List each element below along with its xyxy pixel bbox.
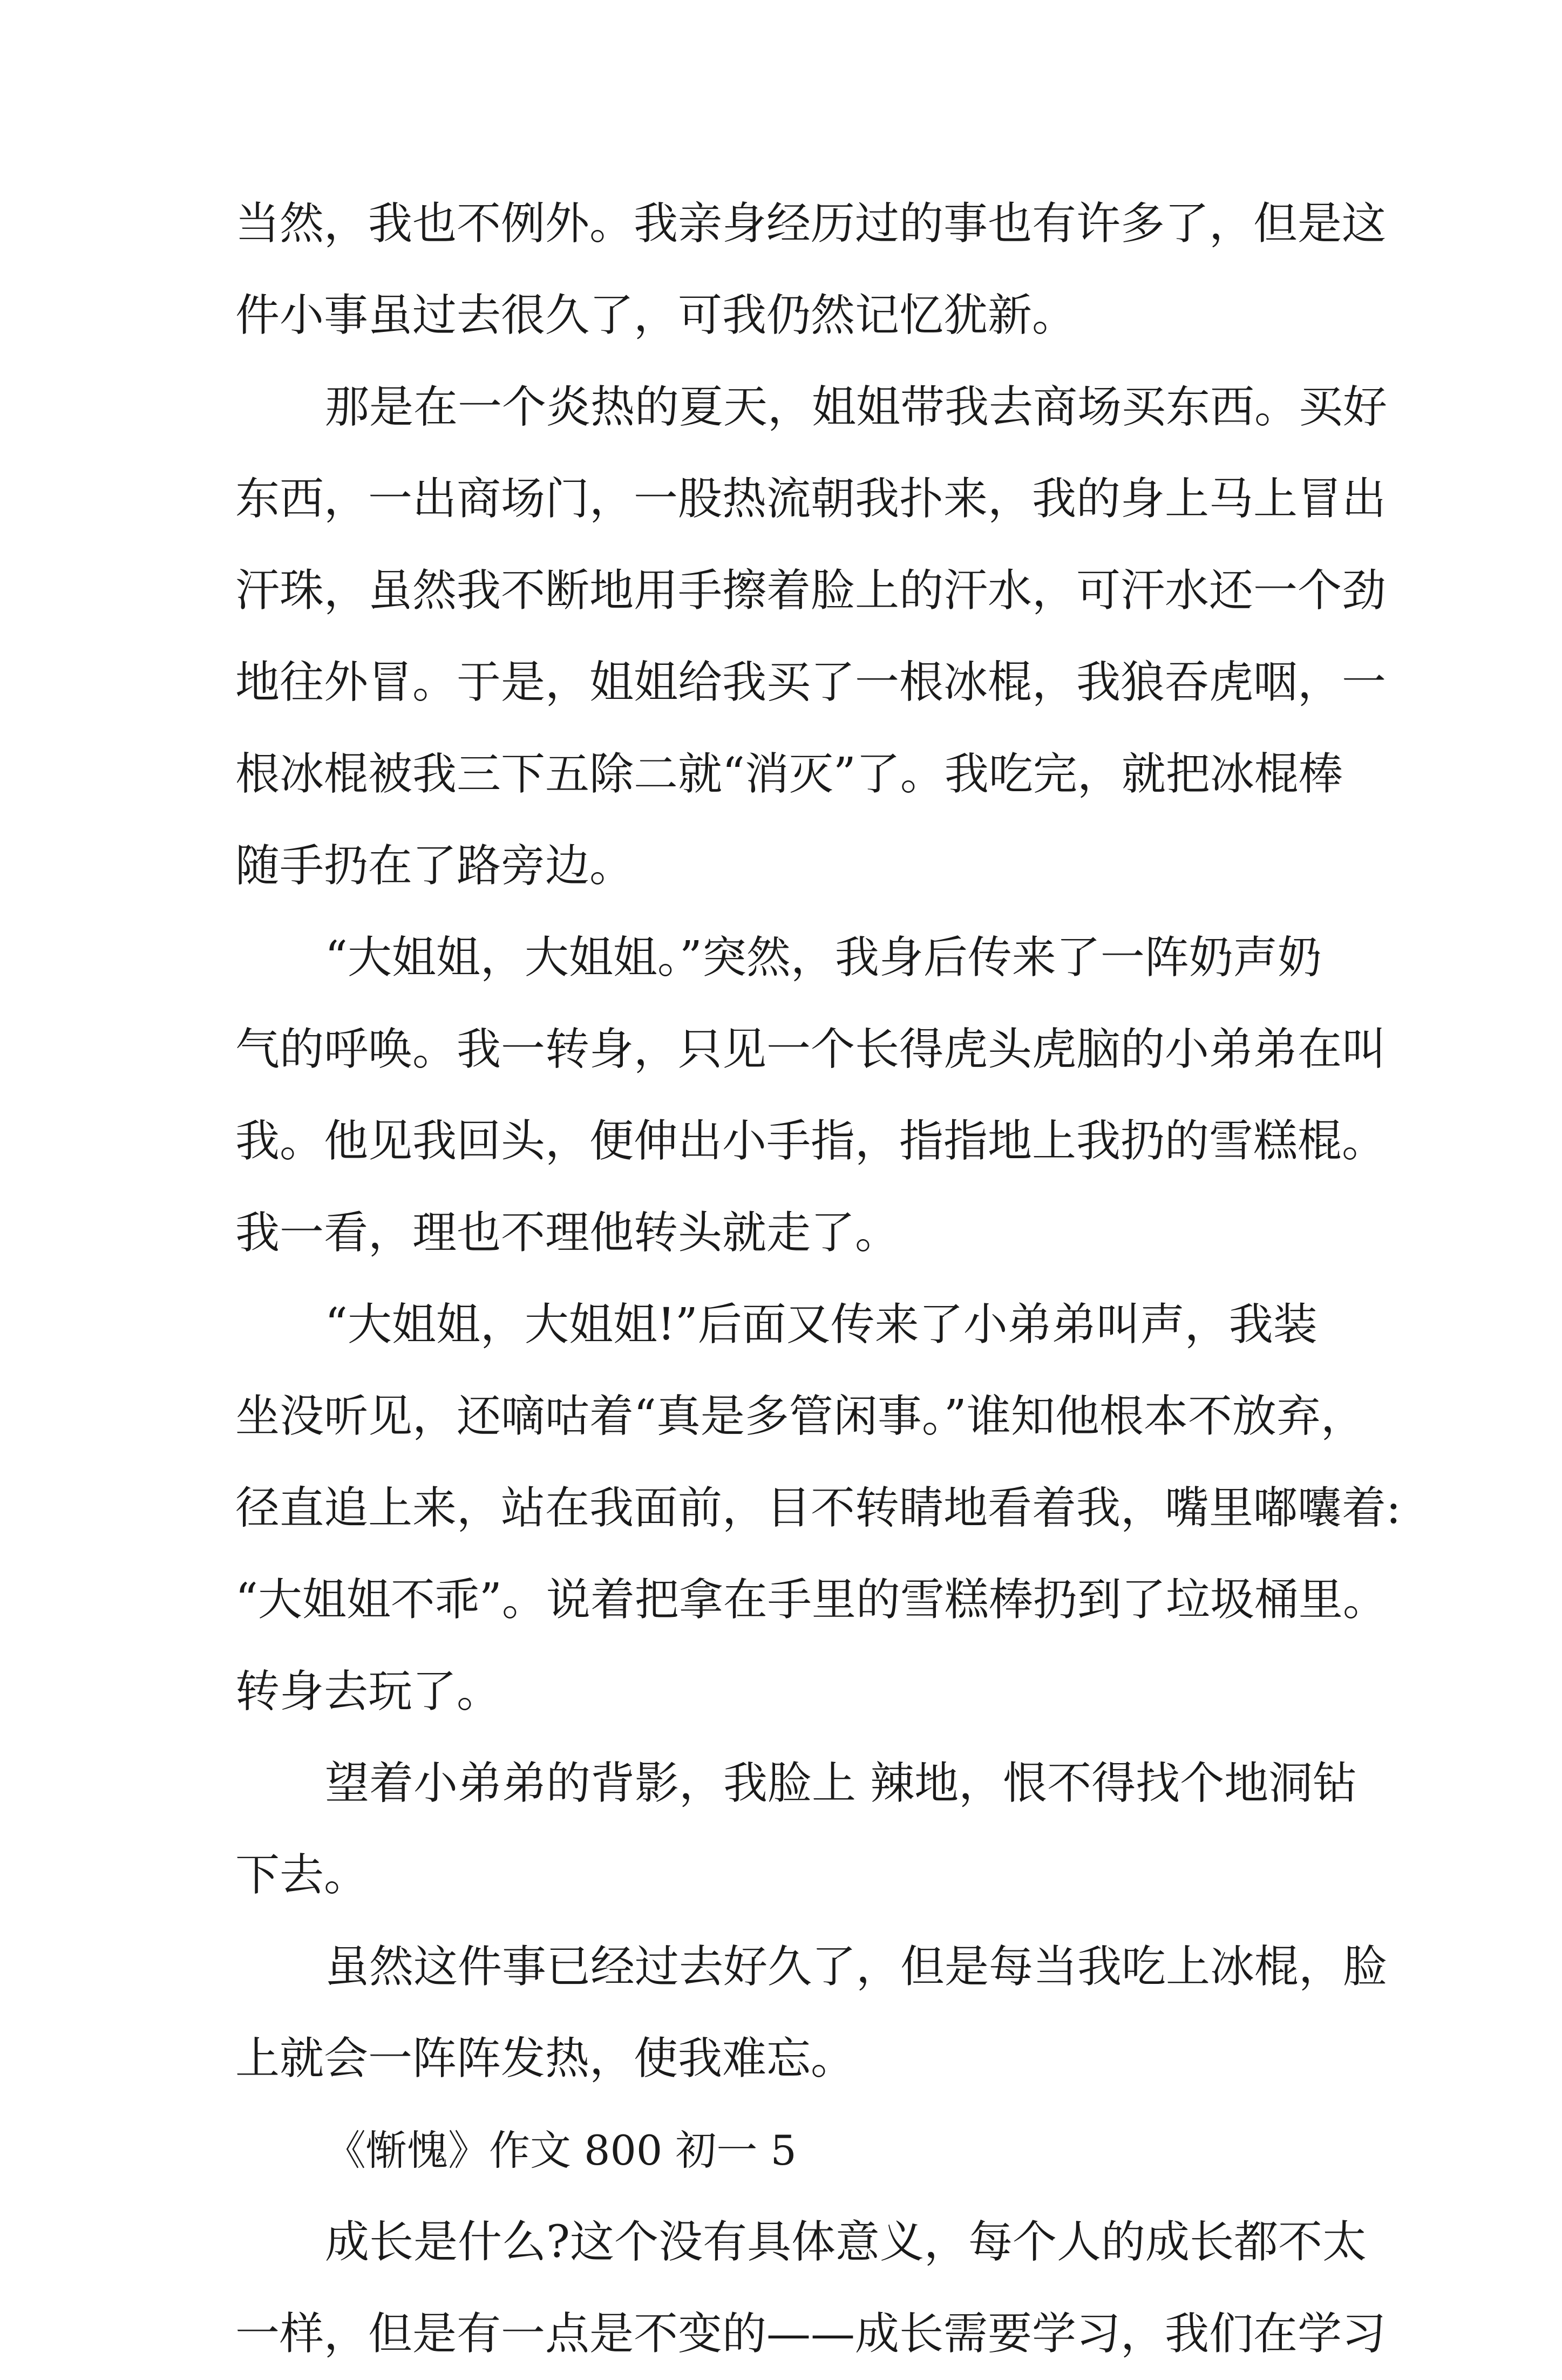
text-line: 下去。 bbox=[235, 1849, 369, 1901]
text-line: 我一看，理也不理他转头就走了。 bbox=[235, 1207, 900, 1259]
text-line: 件小事虽过去很久了，可我仍然记忆犹新。 bbox=[235, 290, 1077, 341]
paragraph-start-line: “大姐姐，大姐姐。”突然，我身后传来了一阵奶声奶 bbox=[325, 932, 1322, 983]
paragraph-start-line: 成长是什么?这个没有具体意义，每个人的成长都不太 bbox=[325, 2216, 1367, 2268]
paragraph-start-line: “大姐姐，大姐姐!”后面又传来了小弟弟叫声，我装 bbox=[325, 1299, 1317, 1350]
text-line: 东西，一出商场门，一股热流朝我扑来，我的身上马上冒出 bbox=[235, 473, 1387, 525]
text-line: 气的呼唤。我一转身，只见一个长得虎头虎脑的小弟弟在叫 bbox=[235, 1024, 1387, 1075]
text-line: 汗珠，虽然我不断地用手擦着脸上的汗水，可汗水还一个劲 bbox=[235, 565, 1387, 616]
paragraph-start-line: 望着小弟弟的背影，我脸上 辣地，恨不得找个地洞钻 bbox=[325, 1758, 1357, 1809]
text-line: 当然，我也不例外。我亲身经历过的事也有许多了，但是这 bbox=[235, 198, 1387, 249]
text-line: “大姐姐不乖”。说着把拿在手里的雪糕棒扔到了垃圾桶里。 bbox=[235, 1574, 1387, 1626]
text-line: 随手扔在了路旁边。 bbox=[235, 840, 634, 892]
document-page bbox=[235, 178, 1401, 2380]
text-line: 地往外冒。于是，姐姐给我买了一根冰棍，我狼吞虎咽，一 bbox=[235, 657, 1387, 708]
text-line: 我。他见我回头，便伸出小手指，指指地上我扔的雪糕棍。 bbox=[235, 1116, 1387, 1167]
paragraph-start-line: 那是在一个炎热的夏天，姐姐带我去商场买东西。买好 bbox=[325, 382, 1388, 433]
text-line: 坐没听见，还嘀咕着“真是多管闲事。”谁知他根本不放弃， bbox=[235, 1391, 1365, 1442]
essay-title: 《惭愧》作文 800 初一 5 bbox=[325, 2126, 797, 2174]
text-line: 转身去玩了。 bbox=[235, 1666, 501, 1717]
text-line: 一样，但是有一点是不变的——成长需要学习，我们在学习 bbox=[235, 2308, 1387, 2359]
text-line: 上就会一阵阵发热，使我难忘。 bbox=[235, 2033, 855, 2084]
paragraph-start-line: 虽然这件事已经过去好久了，但是每当我吃上冰棍，脸 bbox=[325, 1941, 1388, 1993]
text-line: 径直追上来，站在我面前，目不转睛地看着我，嘴里嘟囔着: bbox=[235, 1483, 1401, 1534]
text-line: 根冰棍被我三下五除二就“消灭”了。我吃完，就把冰棍棒 bbox=[235, 749, 1343, 800]
